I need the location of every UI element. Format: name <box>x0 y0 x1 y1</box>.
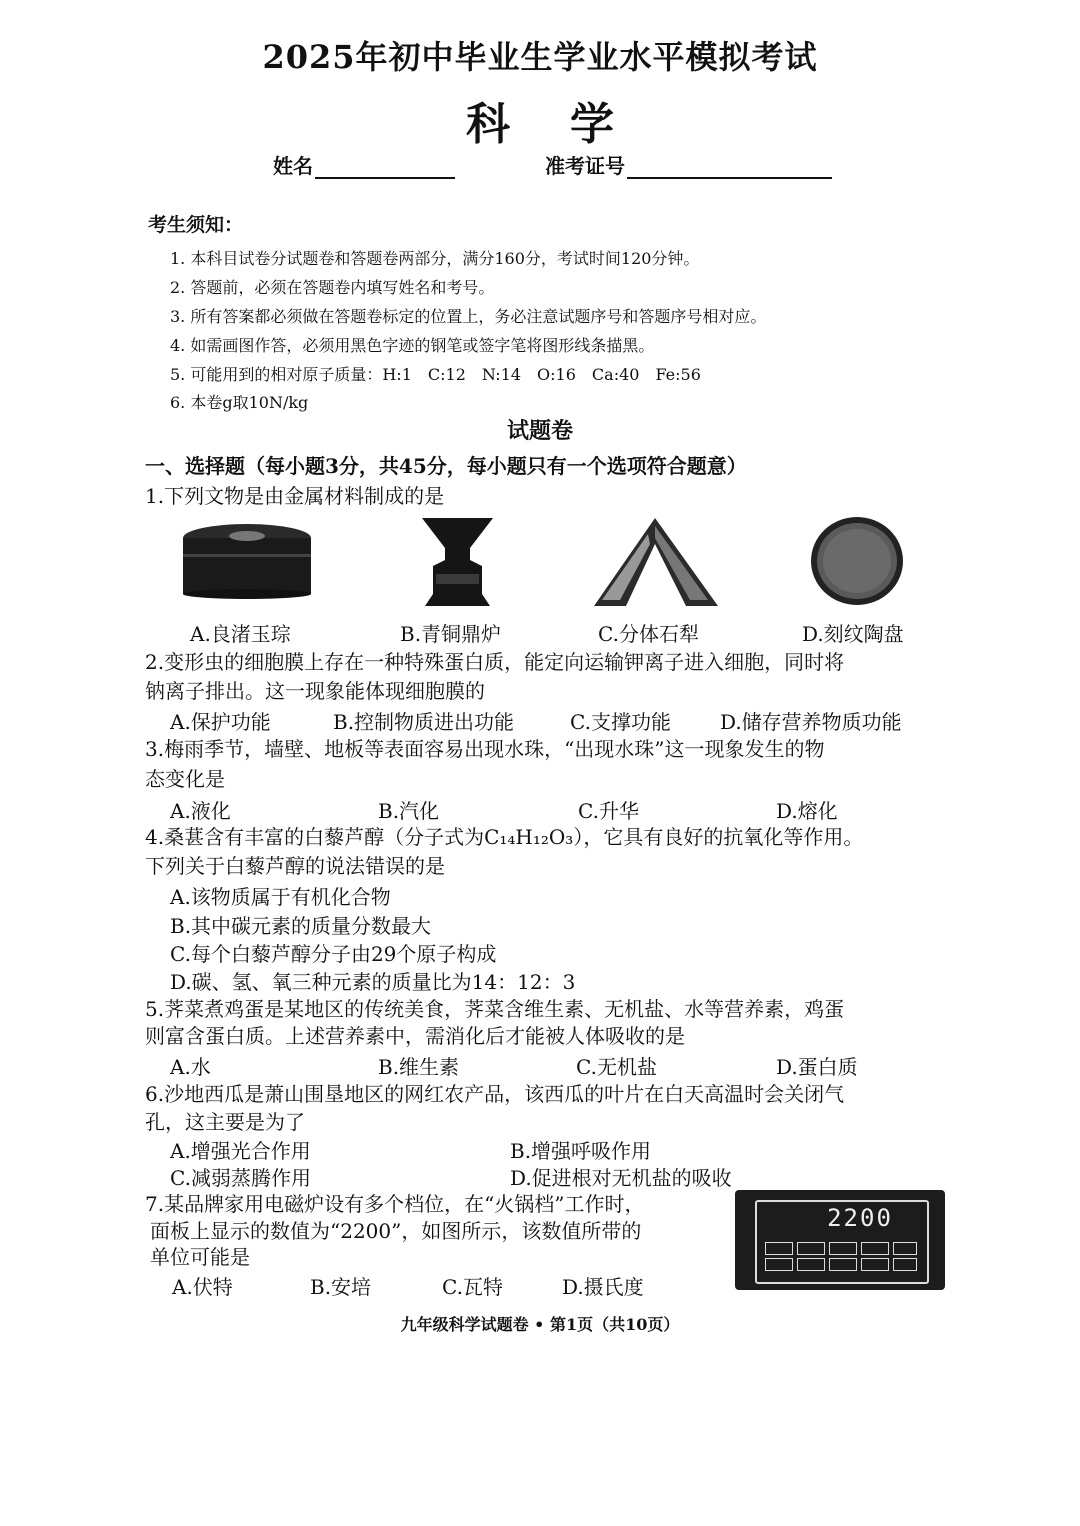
notice-item-5: 5. 可能用到的相对原子质量：H:1 C:12 N:14 O:16 Ca:40 Fe:56 <box>170 365 701 384</box>
q6-stem-line2: 孔，这主要是为了 <box>145 1110 305 1134</box>
bronze-vessel-image <box>420 514 495 610</box>
q2-stem-line1: 2.变形虫的细胞膜上存在一种特殊蛋白质，能定向运输钾离子进入细胞，同时将 <box>145 650 845 674</box>
q7-stem-line2: 面板上显示的数值为“2200”，如图所示，该数值所带的 <box>150 1219 642 1243</box>
panel-button <box>797 1258 825 1271</box>
notice-item-6: 6. 本卷g取10N/kg <box>170 393 309 412</box>
id-label: 准考证号 <box>545 154 625 178</box>
name-blank <box>315 155 455 179</box>
induction-cooker-panel <box>735 1190 945 1290</box>
notice-item-3: 3. 所有答案都必须做在答题卷标定的位置上，务必注意试题序号和答题序号相对应。 <box>170 307 767 326</box>
panel-button <box>893 1258 917 1271</box>
q4-stem-line1 <box>145 823 863 851</box>
notice-item-1: 1. 本科目试卷分试题卷和答题卷两部分，满分160分，考试时间120分钟。 <box>170 249 700 268</box>
q4-option-c: C.每个白藜芦醇分子由29个原子构成 <box>170 942 497 966</box>
q6-option-b: B.增强呼吸作用 <box>510 1139 652 1163</box>
q5-stem-line2: 则富含蛋白质。上述营养素中，需消化后才能被人体吸收的是 <box>145 1024 685 1048</box>
q6-option-c: C.减弱蒸腾作用 <box>170 1166 311 1190</box>
panel-display: 2200 <box>827 1204 893 1232</box>
q4-option-a: A.该物质属于有机化合物 <box>170 885 391 909</box>
panel-button <box>893 1242 917 1255</box>
q1-option-d: D.刻纹陶盘 <box>802 622 904 646</box>
notice-item-2: 2. 答题前，必须在答题卷内填写姓名和考号。 <box>170 278 495 297</box>
q2-option-a: A.保护功能 <box>170 710 271 734</box>
q4-stem-line2: 下列关于白藜芦醇的说法错误的是 <box>145 854 445 878</box>
q3-option-a: A.液化 <box>170 799 231 823</box>
q7-stem-line1: 7.某品牌家用电磁炉设有多个档位，在“火锅档”工作时， <box>145 1192 645 1216</box>
q4-option-d: D.碳、氢、氧三种元素的质量比为14：12：3 <box>170 970 576 994</box>
q7-option-d: D.摄氏度 <box>562 1275 644 1299</box>
panel-button <box>861 1242 889 1255</box>
q3-stem-line1: 3.梅雨季节，墙壁、地板等表面容易出现水珠，“出现水珠”这一现象发生的物 <box>145 737 825 761</box>
id-blank <box>627 155 832 179</box>
panel-button <box>829 1242 857 1255</box>
q7-option-b: B.安培 <box>310 1275 372 1299</box>
q6-option-a: A.增强光合作用 <box>170 1139 311 1163</box>
name-label: 姓名 <box>273 154 313 178</box>
q5-option-a: A.水 <box>170 1055 211 1079</box>
q3-option-c: C.升华 <box>578 799 639 823</box>
q1-option-b: B.青铜鼎炉 <box>400 622 502 646</box>
q6-stem-line1: 6.沙地西瓜是萧山围垦地区的网红农产品，该西瓜的叶片在白天高温时会关闭气 <box>145 1082 845 1106</box>
q1-option-c: C.分体石犁 <box>598 622 699 646</box>
paper-title: 试题卷 <box>506 418 573 444</box>
panel-button <box>861 1258 889 1271</box>
page-footer: 九年级科学试题卷 • 第1页（共10页） <box>400 1315 680 1334</box>
q2-stem-line2: 钠离子排出。这一现象能体现细胞膜的 <box>145 679 485 703</box>
subject-title: 科学 <box>466 99 674 150</box>
q4-stem-pre: 4.桑葚含有丰富的白藜芦醇（分子式为 <box>145 825 485 849</box>
q3-option-d: D.熔化 <box>776 799 838 823</box>
q6-option-d: D.促进根对无机盐的吸收 <box>510 1166 732 1190</box>
q7-stem-line3: 单位可能是 <box>150 1245 250 1269</box>
exam-title: 2025年初中毕业生学业水平模拟考试 <box>262 38 818 76</box>
q5-stem-line1: 5.荠菜煮鸡蛋是某地区的传统美食，荠菜含维生素、无机盐、水等营养素，鸡蛋 <box>145 997 845 1021</box>
q4-stem-post: ），它具有良好的抗氧化等作用。 <box>573 825 864 849</box>
panel-button <box>765 1258 793 1271</box>
jade-cong-image <box>180 520 315 600</box>
q2-option-b: B.控制物质进出功能 <box>333 710 515 734</box>
q3-option-b: B.汽化 <box>378 799 440 823</box>
q2-option-c: C.支撑功能 <box>570 710 671 734</box>
panel-button <box>829 1258 857 1271</box>
id-field <box>545 150 832 179</box>
stone-plow-image <box>590 514 720 610</box>
notice-item-4: 4. 如需画图作答，必须用黑色字迹的钢笔或签字笔将图形线条描黑。 <box>170 336 655 355</box>
q7-option-a: A.伏特 <box>172 1275 233 1299</box>
q5-option-c: C.无机盐 <box>576 1055 657 1079</box>
q1-option-a: A.良渚玉琮 <box>190 622 291 646</box>
q2-option-d: D.储存营养物质功能 <box>720 710 902 734</box>
pottery-plate-image <box>808 514 906 608</box>
q1-stem: 1.下列文物是由金属材料制成的是 <box>145 484 445 508</box>
q4-option-b: B.其中碳元素的质量分数最大 <box>170 914 432 938</box>
panel-button <box>765 1242 793 1255</box>
notice-heading: 考生须知： <box>148 214 244 236</box>
q4-formula: C₁₄H₁₂O₃ <box>484 825 574 849</box>
panel-button <box>797 1242 825 1255</box>
name-field <box>273 150 455 179</box>
section1-title: 一、选择题（每小题3分，共45分，每小题只有一个选项符合题意） <box>145 454 747 478</box>
panel-buttons <box>765 1242 915 1272</box>
q7-option-c: C.瓦特 <box>442 1275 503 1299</box>
q5-option-b: B.维生素 <box>378 1055 460 1079</box>
q5-option-d: D.蛋白质 <box>776 1055 858 1079</box>
q3-stem-line2: 态变化是 <box>145 767 225 791</box>
